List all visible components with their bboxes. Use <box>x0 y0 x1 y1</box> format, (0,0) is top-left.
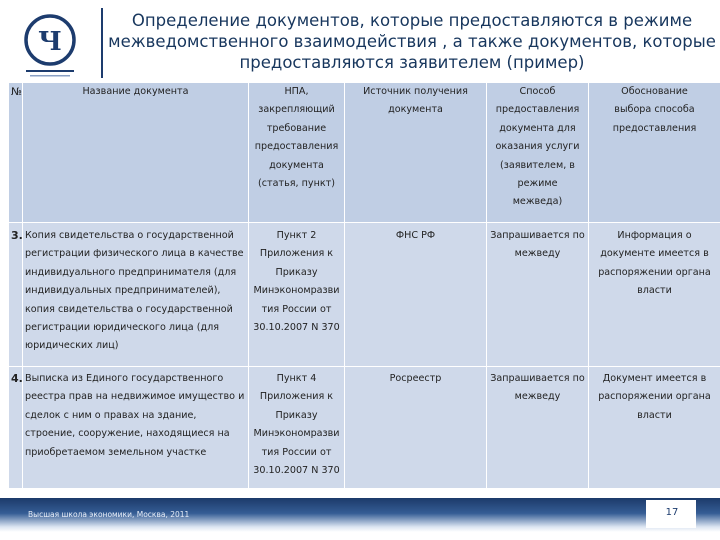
title-line-3: предоставляются заявителем (пример) <box>239 53 585 72</box>
row-npa: Пункт 2 Приложения к Приказу Минэкономразви тия России от 30.10.2007 N 370 <box>249 223 345 367</box>
table-row <box>9 223 720 367</box>
title-line-2: межведомственного взаимодействия , а также документов, которые <box>108 32 716 51</box>
page-number: 17 <box>665 507 679 518</box>
hse-logo <box>6 8 94 84</box>
row-reason: Документ имеется в распоряжении органа власти <box>589 367 720 489</box>
hse-university-logo-icon <box>6 8 94 84</box>
row-document-name: Копия свидетельства о государственной регистрации физического лица в качестве индивидуального предпринимателя (для индивидуальных предпринимателей), копия свидетельства о государственной регистрации юридического лица (для юридических лиц) <box>23 223 249 367</box>
row-document-name: Выписка из Единого государственного реестра прав на недвижимое имущество и сделок с ним о правах на здание, строение, сооружение, находящиеся на приобретаемом земельном участке <box>23 367 249 489</box>
table-header-row <box>9 83 720 223</box>
header-npa: НПА, закрепляющий требование предоставления документа (статья, пункт) <box>249 83 345 223</box>
footer-caption: Высшая школа экономики, Москва, 2011 <box>28 510 190 519</box>
table-row <box>9 367 720 489</box>
header-reason: Обоснование выбора способа предоставления <box>589 83 720 223</box>
row-source: ФНС РФ <box>345 223 487 367</box>
row-npa: Пункт 4 Приложения к Приказу Минэкономразви тия России от 30.10.2007 N 370 <box>249 367 345 489</box>
title-line-1: Определение документов, которые предоставляются в режиме <box>131 11 693 30</box>
row-number: 3. <box>9 223 23 367</box>
row-method: Запрашивается по межведу <box>487 367 589 489</box>
row-source: Росреестр <box>345 367 487 489</box>
row-reason: Информация о документе имеется в распоряжении органа власти <box>589 223 720 367</box>
header-divider <box>101 8 103 78</box>
documents-table <box>8 82 720 488</box>
header-document-name: Название документа <box>23 83 249 223</box>
header-method: Способ предоставления документа для оказания услуги (заявителем, в режиме межведа) <box>487 83 589 223</box>
row-method: Запрашивается по межведу <box>487 223 589 367</box>
header-number: № <box>9 83 23 223</box>
slide-title <box>104 10 720 73</box>
svg-text:Ч: Ч <box>38 27 62 57</box>
row-number: 4. <box>9 367 23 489</box>
header-source: Источник получения документа <box>345 83 487 223</box>
